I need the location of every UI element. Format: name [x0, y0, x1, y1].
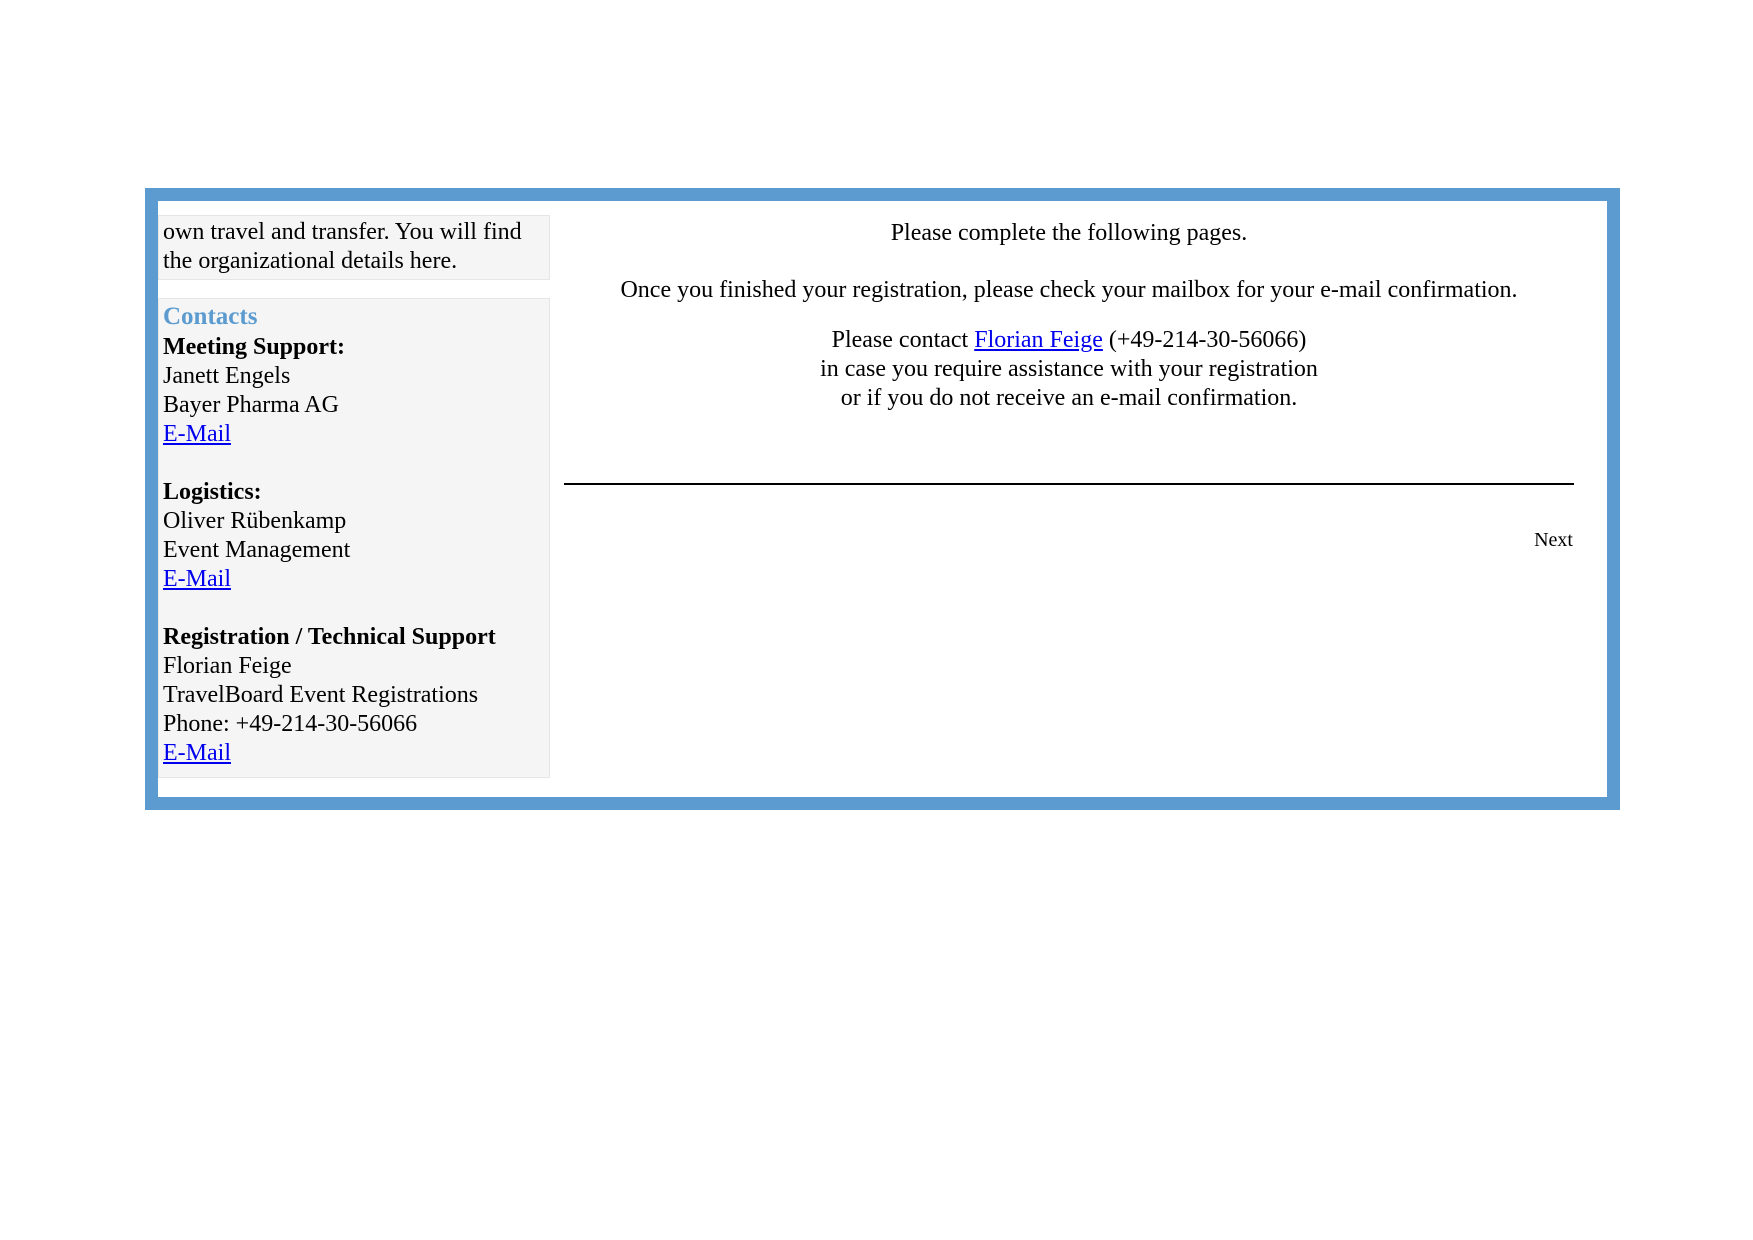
- contact-group-meeting-support: [163, 333, 545, 449]
- contact-phone: Phone: +49-214-30-56066: [163, 711, 418, 737]
- contacts-box: [158, 298, 550, 778]
- sidebar: [158, 215, 548, 778]
- contact-group-title: Logistics:: [163, 479, 262, 505]
- contact-prefix: Please contact: [831, 327, 969, 353]
- contacts-heading: Contacts: [163, 303, 258, 330]
- contact-group-registration-support: [163, 623, 545, 768]
- assist-line-2: or if you do not receive an e-mail confirmation.: [840, 385, 1298, 411]
- contact-name: Oliver Rübenkamp: [163, 508, 347, 534]
- intro-text-line-2: the organizational details here.: [163, 248, 458, 274]
- spacer: [163, 594, 545, 623]
- organizational-info-box: [158, 215, 550, 280]
- contact-company: TravelBoard Event Registrations: [163, 682, 479, 708]
- contact-phone: (+49-214-30-56066): [1108, 327, 1307, 353]
- contact-name: Janett Engels: [163, 363, 291, 389]
- contact-group-title: Registration / Technical Support: [163, 624, 496, 650]
- contact-company: Event Management: [163, 537, 351, 563]
- email-link-meeting-support[interactable]: E-Mail: [163, 421, 231, 447]
- divider: [564, 483, 1574, 485]
- spacer: [163, 449, 545, 478]
- contact-group-title: Meeting Support:: [163, 334, 345, 360]
- next-button[interactable]: Next: [1513, 526, 1573, 554]
- assist-line-1: in case you require assistance with your registration: [820, 356, 1318, 382]
- contact-name-link[interactable]: Florian Feige: [974, 327, 1103, 353]
- email-link-registration-support[interactable]: E-Mail: [163, 740, 231, 766]
- registration-frame: [145, 188, 1620, 810]
- contact-company: Bayer Pharma AG: [163, 392, 339, 418]
- contact-group-logistics: [163, 478, 545, 594]
- contact-name: Florian Feige: [163, 653, 292, 679]
- main-content: [564, 215, 1574, 413]
- email-link-logistics[interactable]: E-Mail: [163, 566, 231, 592]
- intro-text-line-1: own travel and transfer. You will find: [163, 219, 522, 245]
- instruction-text: Please complete the following pages.: [890, 220, 1248, 246]
- confirmation-note: Once you finished your registration, please check your mailbox for your e-mail confirmation.: [620, 277, 1518, 303]
- contact-paragraph: [564, 326, 1574, 413]
